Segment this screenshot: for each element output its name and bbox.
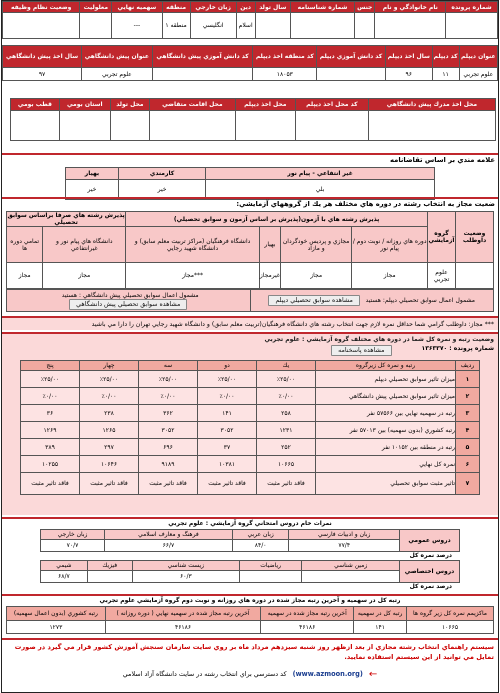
th-diploma-place-code: كد محل اخذ ديپلم [295, 99, 368, 111]
pre-year-value: ۹۷ [3, 68, 82, 81]
rank-cell: ۳۸۹ [21, 439, 80, 456]
rank-cell: ٪۰/۰۰ [257, 388, 316, 405]
diploma-year-value: ۹۶ [385, 68, 432, 81]
religion-value: اسلام [236, 13, 255, 39]
th-last-allowed-daily: آخرين رتبه مجاز شده در سهميه نهايي ( دوره روزانه ) [105, 607, 261, 621]
quota-value: --- [112, 13, 162, 39]
math-score [239, 571, 301, 583]
rank-cell: ۲۵۸ [257, 405, 316, 422]
rank-cell: ۳۶۲ [139, 405, 198, 422]
th-native-province: استان بومي [59, 99, 110, 111]
rank-table [20, 360, 480, 495]
th-id-number: شماره شناسنامه [291, 2, 355, 13]
diploma-condition-value: هستيد [365, 297, 381, 304]
rank-cell: فاقد تاثير مثبت [198, 473, 257, 495]
rank-cell: ٪۰/۰۰ [198, 388, 257, 405]
rank-cell: ٪۲۵/۰۰ [139, 371, 198, 388]
rank-cell: ۱۲۶۹ [21, 422, 80, 439]
th-virtual: مجازي و پرديس خودگردان و مازاد [280, 227, 351, 263]
rank-row-label: تاثير مثبت سوابق تحصيلي [316, 473, 456, 495]
rank-cell: ۲۵۲ [257, 439, 316, 456]
rank-row-number: ۴ [456, 422, 480, 439]
language-value: انگليسي [190, 13, 236, 39]
general-row-label: دروس عمومي [400, 530, 460, 552]
last-rank-title: رتبه كل در سهميه و آخرين رتبه مجاز شده در دوره هاي روزانه و نوبت دوم گروه آزمايشي علوم تجربي [99, 597, 401, 604]
rank-cell: ٪۲۵/۰۰ [198, 371, 257, 388]
th-max-score: ماكزيمم نمره كل زير گروه ها [407, 607, 494, 621]
th-geology: زمين شناسي [302, 561, 400, 571]
rank-cell: ۱۰۳۸۱ [198, 456, 257, 473]
rank-in-quota-value: ۱۴۱ [354, 621, 407, 634]
rank-row-number: ۱ [456, 371, 480, 388]
pre-condition-value: هستيد [61, 291, 78, 299]
access-code-label: كد دسترسي براي انتخاب رشته در سايت دانشگاه آزاد اسلامي [122, 670, 287, 679]
rank-cell: فاقد تاثير مثبت [80, 473, 139, 495]
th-native-pole: قطب بومي [11, 99, 60, 111]
rank-row [21, 388, 480, 405]
rank-cell: ٪۰/۰۰ [21, 388, 80, 405]
th-diploma-student-code: كد دانش آموزي ديپلم [317, 46, 386, 68]
rank-row-label: رتبه كشوري (بدون سهميه) بين ۵۷۰۱۳ نفر [316, 422, 456, 439]
th-row: رديف [456, 361, 480, 371]
national-rank-value: ۱۲۷۳ [7, 621, 106, 634]
last-allowed-daily-value: ۴۶۱۸۶ [105, 621, 261, 634]
rank-row-number: ۳ [456, 405, 480, 422]
gender-value [355, 13, 375, 39]
records-condition-table [6, 289, 494, 312]
th-physics: فيزيك [87, 561, 132, 571]
footer-section [2, 638, 498, 693]
th-arabic: زبان عربي [232, 530, 289, 540]
rank-body [21, 371, 480, 495]
rank-cell: ۱۲۶۵ [80, 422, 139, 439]
diploma-info-table [2, 45, 498, 81]
interest-table [65, 167, 435, 200]
rank-row-label: رتبه در سهميه نهايي بين ۵۷۵۶۶ نفر [316, 405, 456, 422]
view-answer-sheet-button[interactable]: مشاهده پاسخنامه [331, 345, 391, 356]
th-pre-place: محل اخذ مدرك پيش دانشگاهي [368, 99, 495, 111]
nurse-course-value: غيرمجاز [259, 263, 280, 289]
th-residence: محل اقامت متقاضي [150, 99, 236, 111]
th-nurse-course: بهيار [259, 227, 280, 263]
th-pre-year: سال اخذ پيش دانشگاهي [3, 46, 82, 68]
general-scores-table [40, 529, 460, 552]
rank-row [21, 473, 480, 495]
last-rank-table [6, 606, 494, 634]
rank-row [21, 439, 480, 456]
general-pct-label: درصد نمره كل [409, 552, 452, 559]
rank-row [21, 422, 480, 439]
th-military: وضعيت نظام وظيفه [3, 2, 80, 13]
rank-cell: ۳۰۵۲ [198, 422, 257, 439]
th-employee: كارمندي [118, 168, 205, 180]
virtual-value: مجاز [280, 263, 351, 289]
th-region: منطقه [162, 2, 190, 13]
special-row-label: دروس اختصاصي [400, 561, 460, 583]
rank-cell: فاقد تاثير مثبت [139, 473, 198, 495]
rank-cell: ۱۰۲۵۵ [21, 456, 80, 473]
th-biology: زيست شناسي [132, 561, 239, 571]
full-name-value [375, 13, 446, 39]
rank-row [21, 456, 480, 473]
th-non-profit: غير انتفاعي - پيام نور [206, 168, 435, 180]
rank-row-label: ميزان تاثير سوابق تحصيلي ديپلم [316, 371, 456, 388]
file-number-value [446, 13, 498, 39]
personal-info-section [2, 1, 498, 81]
rank-row [21, 405, 480, 422]
th-subgroup: رتبه و نمره كل زيرگروه [316, 361, 456, 371]
raw-scores-section [2, 517, 498, 590]
rank-cell: ۳۶ [21, 405, 80, 422]
pre-title-value: علوم تجربي [82, 68, 153, 81]
places-section [10, 98, 496, 141]
nurse-value: خير [66, 180, 119, 200]
th-record-based: پذيرش رشته هاي صرفا براساس سوابق تحصيلي [7, 212, 125, 226]
persian-score: ۷۷/۴ [289, 540, 400, 552]
raw-scores-title: نمرات خام دروس امتحاني گروه آزمايشي : علوم تجربي [168, 520, 332, 527]
th-disability: معلوليت [80, 2, 112, 13]
th-chemistry: شيمي [41, 561, 88, 571]
th-payam-noor: دانشگاه هاي پيام نور و غيرانتفاعي [43, 227, 126, 263]
th-all-courses: تمامي دوره ها [7, 227, 43, 263]
eligibility-table [6, 211, 494, 289]
rank-row-number: ۲ [456, 388, 480, 405]
non-profit-value: بلي [206, 180, 435, 200]
view-diploma-records-button[interactable]: مشاهده سوابق تحصيلي ديپلم [268, 295, 359, 306]
rank-cell: ٪۲۵/۰۰ [257, 371, 316, 388]
last-allowed-quota-value: ۴۶۱۸۶ [261, 621, 354, 634]
all-courses-value: مجاز [7, 263, 43, 289]
th-file-number: شماره پرونده [446, 2, 498, 13]
th-pre-student-code: كد دانش آموزي پيش دانشگاهي [152, 46, 253, 68]
islamic-score: ۶۶/۷ [105, 540, 233, 552]
th-sub-2: دو [198, 361, 257, 371]
payam-noor-value: مجاز [43, 263, 126, 289]
th-language: زبان خارجي [190, 2, 236, 13]
th-nurse: بهيار [66, 168, 119, 180]
th-rank-in-quota: رتبه كل در سهميه [354, 607, 407, 621]
th-last-allowed-quota: آخرين رتبه مجاز شده در سهميه [261, 607, 354, 621]
geology-score [302, 571, 400, 583]
rank-cell: ٪۲۵/۰۰ [21, 371, 80, 388]
rank-row-label: رتبه در منطقه بين ۱۰۱۵۲ نفر [316, 439, 456, 456]
th-birth-year: سال تولد [255, 2, 290, 13]
rank-cell: ۱۲۳۱ [257, 422, 316, 439]
th-exam-based: پذيرش رشته هاي با آزمون(پذيرش بر اساس آزمون و سوابق تحصيلي) [126, 212, 428, 227]
th-farhangian: دانشگاه فرهنگيان (مراكز تربيت معلم سابق) و دانشگاه شهيد رجايي [126, 227, 260, 263]
th-religion: دين [236, 2, 255, 13]
diploma-code-value: ۱۱ [432, 68, 459, 81]
th-pre-title: عنوان پيش دانشگاهي [82, 46, 153, 68]
azmoon-link[interactable]: (www.azmoon.org) [292, 670, 363, 679]
diploma-condition-label: مشمول اعمال سوابق تحصيلي ديپلم: [382, 297, 476, 304]
result-report [1, 0, 499, 693]
rank-cell: ۳۰۵۲ [139, 422, 198, 439]
diploma-title-value: علوم تجربي [459, 68, 497, 81]
rank-row-number: ۷ [456, 473, 480, 495]
pre-student-code-value [152, 68, 253, 81]
max-score-value: ۱۰۶۶۵ [407, 621, 494, 634]
disability-value [80, 13, 112, 39]
th-quota: سهميه نهايي [112, 2, 162, 13]
foreign-score: ۷۰/۷ [41, 540, 105, 552]
rank-cell: ٪۰/۰۰ [80, 388, 139, 405]
th-persian: زبان و ادبيات فارسي [289, 530, 400, 540]
view-pre-records-button[interactable]: مشاهده سوابق تحصيلي پيش دانشگاهي [69, 299, 187, 310]
footer-text: سيستم راهنماي انتخاب رشته مجازي از بعد ازظهر روز شنبه سيزدهم مرداد ماه بر روي سايت سازمان سنجش آموزش كشور قرار مي گيرد در صورت تمايل مي توانيد از اين سيستم استفاده نماييد. [14, 643, 494, 661]
rank-cell: فاقد تاثير مثبت [21, 473, 80, 495]
farhangian-value: ***مجاز [126, 263, 260, 289]
last-rank-section [2, 594, 498, 634]
arrow-icon: ← [368, 668, 378, 680]
th-status: وضعيت داوطلب [456, 212, 494, 263]
eligibility-section [2, 197, 498, 312]
region-value: منطقه ۱ [162, 13, 190, 39]
th-diploma-region-code: كد منطقه اخذ ديپلم [253, 46, 317, 68]
th-sub-4: چهار [80, 361, 139, 371]
rank-cell: ۲۹۷ [80, 439, 139, 456]
rank-cell: ۶۹۶ [139, 439, 198, 456]
th-sub-5: پنج [21, 361, 80, 371]
rank-row-label: نمره كل نهايي [316, 456, 456, 473]
physics-score [87, 571, 132, 583]
th-diploma-year: سال اخذ ديپلم [385, 46, 432, 68]
rank-row [21, 371, 480, 388]
interest-title: علامه مندي بر اساس تقاضانامه [389, 156, 495, 164]
rank-cell: فاقد تاثير مثبت [257, 473, 316, 495]
rank-cell: ٪۲۵/۰۰ [80, 371, 139, 388]
pre-condition-label: مشمول اعمال سوابق تحصيلي پيش دانشگاهي : [78, 291, 199, 299]
rank-cell: ۹۱۸۹ [139, 456, 198, 473]
personal-info-table [2, 1, 498, 39]
rank-cell: ۲۳۸ [80, 405, 139, 422]
id-number-value [291, 13, 355, 39]
th-birth-place: محل تولد [110, 99, 149, 111]
th-group: گروه آزمايشي [428, 212, 456, 263]
note-text: *** مجاز: داوطلب گرامي شما حداقل نمره لازم جهت انتخاب رشته هاي دانشگاه فرهنگيان(تربيت معلم سابق) و دانشگاه شهيد رجايي تهران را دارا مي باشيد [91, 321, 494, 328]
rank-row-number: ۶ [456, 456, 480, 473]
rank-cell: ۱۰۶۶۵ [257, 456, 316, 473]
places-table [10, 98, 496, 141]
diploma-student-code-value [317, 68, 386, 81]
special-scores-table [40, 560, 460, 583]
th-national-rank: رتبه كشوري (بدون اعمال سهميه) [7, 607, 106, 621]
th-gender: جنس [355, 2, 375, 13]
th-diploma-code: كد ديپلم [432, 46, 459, 68]
th-islamic: فرهنگ و معارف اسلامي [105, 530, 233, 540]
military-value [3, 13, 80, 39]
rank-cell: ۳۷ [198, 439, 257, 456]
th-math: رياضيات [239, 561, 301, 571]
rank-cell: ۱۴۱ [198, 405, 257, 422]
interest-section [2, 153, 498, 200]
daily-value: مجاز [352, 263, 428, 289]
rank-row-number: ۵ [456, 439, 480, 456]
th-diploma-place: محل اخذ ديپلم [235, 99, 295, 111]
th-daily: دوره هاي روزانه / نوبت دوم / پيام نور [352, 227, 428, 263]
special-pct-label: درصد نمره كل [409, 583, 452, 590]
arabic-score: ۸۴/۰ [232, 540, 289, 552]
birth-year-value [255, 13, 290, 39]
eligibility-title: ضعيت مجاز به انتخاب رشته در دوره هاي مختلف هر يك از گروههاي آزمايشي: [236, 200, 495, 208]
biology-score: ۶۰/۳ [132, 571, 239, 583]
th-sub-1: يك [257, 361, 316, 371]
rank-row-label: ميزان تاثير سوابق تحصيلي پيش دانشگاهي [316, 388, 456, 405]
th-diploma-title: عنوان ديپلم [459, 46, 497, 68]
chemistry-score: ۶۸/۷ [41, 571, 88, 583]
rank-cell: ٪۰/۰۰ [139, 388, 198, 405]
th-sub-3: سه [139, 361, 198, 371]
group-value: علوم تجربي [428, 263, 456, 289]
file-number-label: شماره پرونده : ۱۳۶۳۳۷۰ [421, 345, 494, 352]
th-full-name: نام خانوادگي و نام [375, 2, 446, 13]
employee-value: خير [118, 180, 205, 200]
note-banner [2, 316, 498, 330]
rank-section [2, 332, 498, 515]
diploma-region-code-value: ۱۸۰۵۳ [253, 68, 317, 81]
rank-title: وضعيت رتبه و نمره كل شما در دوره هاي مختلف گروه آزمايشي : علوم تجربي [264, 336, 494, 343]
rank-cell: ۱۰۶۴۶ [80, 456, 139, 473]
th-foreign: زبان خارجي [41, 530, 105, 540]
